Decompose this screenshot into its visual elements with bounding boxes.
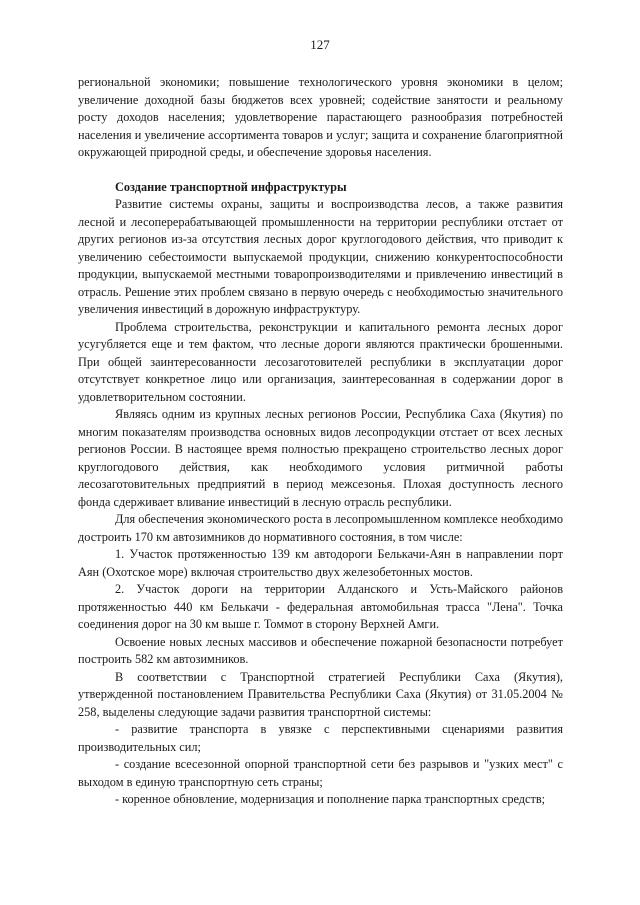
paragraph-transport-strategy: В соответствии с Транспортной стратегией Республики Саха (Якутия), утвержденной постановлением Правительства Республики Саха (Якутия) от 31.05.2004 № 258, выделены следующие задачи развития транспортной системы: — [78, 669, 563, 719]
paragraph-sakha-forest-region: Являясь одним из крупных лесных регионов России, Республика Саха (Якутия) по многим показателям производства основных видов лесопродукции отстает от всех лесных регионов России. В настоящее время полностью прекращено строительство лесных дорог круглогодового действия, как необходимого условия ритмичной работы лесозаготовительных предприятий в период межсезонья. Плохая доступность лесного фонда сдерживает вливание инвестиций в лесную отрасль республики. — [78, 407, 563, 509]
task-item-transport-development: - развитие транспорта в увязке с перспективными сценариями развития производительных сил; — [78, 722, 563, 754]
list-item-belkachi-ayan: 1. Участок протяженностью 139 км автодороги Белькачи-Аян в направлении порт Аян (Охотское море) включая строительство двух железобетонных мостов. — [78, 547, 563, 579]
section-heading: Создание транспортной инфраструктуры — [115, 179, 347, 194]
page-number: 127 — [310, 37, 330, 52]
section-spacer — [78, 162, 563, 179]
intro-paragraph: региональной экономики; повышение технологического уровня экономики в целом; увеличение доходной базы бюджетов всех уровней; содействие занятости и реальному росту доходов населения; удовлетворение парастающего разнообразия потребностей населения и увеличение ассортимента товаров и услуг; защита и сохранение благоприятной окружающей природной среды, и обеспечение здоровья населения. — [78, 75, 563, 159]
list-item-aldan-ust-maya: 2. Участок дороги на территории Алданского и Усть-Майского районов протяженностью 440 км Белькачи - федеральная автомобильная трасса "Лена". Точка соединения дорог на 30 км выше г. Томмот в сторону Верхней Амги. — [78, 582, 563, 631]
document-body — [78, 74, 563, 809]
paragraph-winter-roads-need: Для обеспечения экономического роста в лесопромышленном комплексе необходимо достроить 170 км автозимников до нормативного состояния, в том числе: — [78, 512, 563, 544]
paragraph-forest-protection: Развитие системы охраны, защиты и воспроизводства лесов, а также развития лесной и лесоперерабатывающей промышленности на территории республики отстает от других регионов из-за отсутствия лесных дорог круглогодового действия, что приводит к увеличению себестоимости выпускаемой продукции, снижению конкурентоспособности продукции, выпускаемой местными товаропроизводителями и привлечению инвестиций в отрасль. Решение этих проблем связано в первую очередь с необходимостью значительного увеличения инвестиций в дорожную инфраструктуру. — [78, 197, 563, 316]
task-item-all-season-network: - создание всесезонной опорной транспортной сети без разрывов и "узких мест" с выходом в единую транспортную сеть страны; — [78, 757, 563, 789]
task-item-fleet-renewal: - коренное обновление, модернизация и пополнение парка транспортных средств; — [115, 792, 546, 806]
paragraph-road-construction-problem: Проблема строительства, реконструкции и капитального ремонта лесных дорог усугубляется еще и тем фактом, что лесные дороги являются практически брошенными. При общей заинтересованности лесозаготовителей республики в эксплуатации дорог отсутствует конкретное лицо или организация, заинтересованная в содержании дорог в удовлетворительном состоянии. — [78, 319, 563, 404]
paragraph-new-forest-areas: Освоение новых лесных массивов и обеспечение пожарной безопасности потребует построить 582 км автозимников. — [78, 634, 563, 666]
